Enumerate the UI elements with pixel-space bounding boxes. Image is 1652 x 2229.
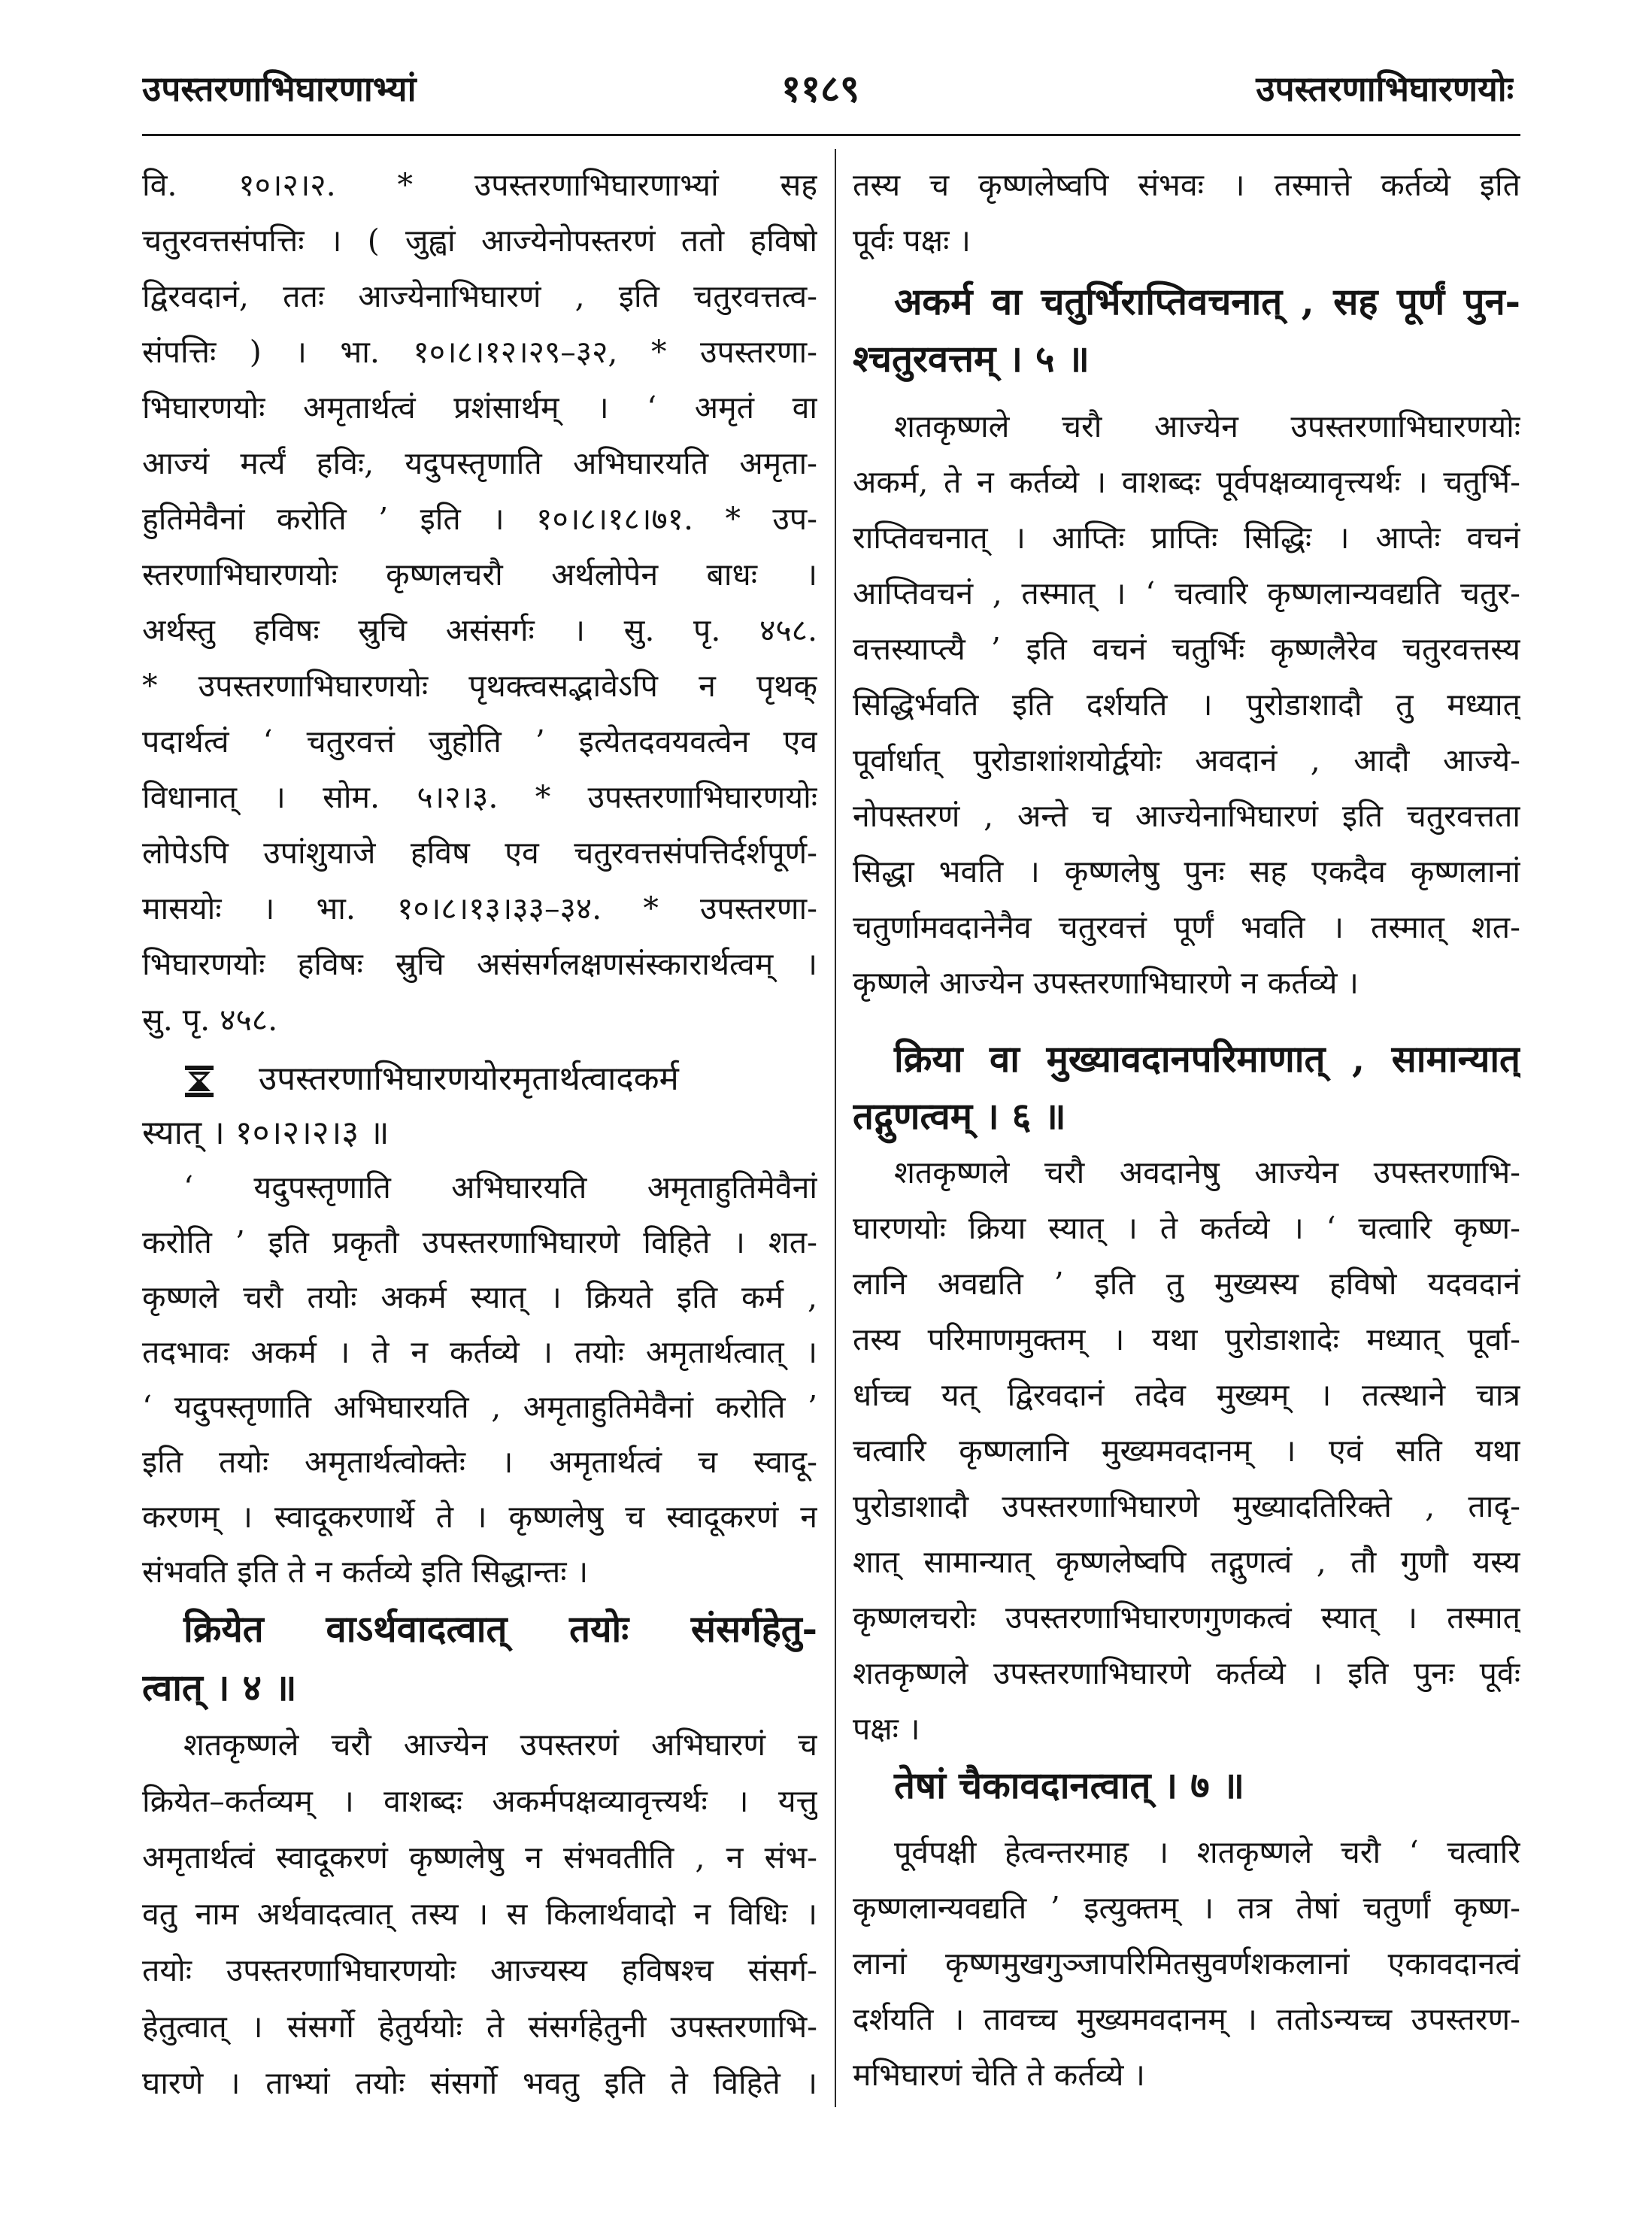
text-line: ‘ यदुपस्तृणाति अभिघारयति , अमृताहुतिमेवैनां करोति ’: [142, 1389, 817, 1425]
text-line: पूर्वपक्षी हेत्वन्तरमाह । शतकृष्णले चरौ ‘ चत्वारि: [894, 1834, 1520, 1870]
text-line: कृष्णले आज्येन उपस्तरणाभिघारणे न कर्तव्ये ।: [853, 965, 1359, 1001]
text-line: शतकृष्णले चरौ अवदानेषु आज्येन उपस्तरणाभि-: [894, 1154, 1520, 1190]
text-line: तदभावः अकर्म । ते न कर्तव्ये । तयोः अमृतार्थत्वात् ।: [142, 1334, 817, 1370]
text-line: लानि अवद्यति ’ इति तु मुख्यस्य हविषो यदवदानं: [853, 1266, 1520, 1302]
text-line: अकर्म, ते न कर्तव्ये । वाशब्दः पूर्वपक्षव्यावृत्त्यर्थः । चतुर्भि-: [853, 464, 1520, 500]
sutra-line: श्चतुरवत्तम् । ५ ॥: [853, 337, 1090, 381]
text-line: हेतुत्वात् । संसर्गो हेतुर्ययोः ते संसर्गहेतुनी उपस्तरणाभि-: [142, 2009, 817, 2045]
running-head-right: उपस्तरणाभिघारणयोः: [1256, 68, 1514, 109]
text-line: सिद्धा भवति । कृष्णलेषु पुनः सह एकदैव कृष्णलानां: [853, 854, 1520, 890]
text-line: कृष्णले चरौ तयोः अकर्म स्यात् । क्रियते इति कर्म ,: [142, 1279, 817, 1315]
text-line: नोपस्तरणं , अन्ते च आज्येनाभिघारणं इति चतुरवत्तता: [853, 798, 1520, 834]
text-line: कृष्णलचरोः उपस्तरणाभिघारणगुणकत्वं स्यात् । तस्मात्: [853, 1600, 1520, 1636]
text-line: पक्षः ।: [853, 1711, 920, 1747]
page-header: [142, 60, 1520, 117]
text-line: स्तरणाभिघारणयोः कृष्णलचरौ अर्थलोपेन बाधः ।: [142, 556, 817, 593]
adhikarana-explanation: [142, 1160, 817, 1600]
text-line: शतकृष्णले उपस्तरणाभिघारणे कर्तव्ये । इति पुनः पूर्वः: [853, 1655, 1520, 1691]
text-line: घारणयोः क्रिया स्यात् । ते कर्तव्ये । ‘ चत्वारि कृष्ण-: [853, 1210, 1520, 1246]
text-line: शात् सामान्यात् कृष्णलेष्वपि तद्गुणत्वं , तौ गुणौ यस्य: [853, 1544, 1520, 1580]
page-number: ११८९: [781, 66, 859, 111]
commentary-7: [853, 1824, 1520, 2103]
text-line: चतुर्णामवदानेनैव चतुरवत्तं पूर्णं भवति । तस्मात् शत-: [853, 909, 1520, 945]
sutra-line: अकर्म वा चतुर्भिराप्तिवचनात् , सह पूर्णं पुन-: [894, 280, 1520, 323]
text-line: कृष्णलान्यवद्यति ’ इत्युक्तम् । तत्र तेषां चतुर्णां कृष्ण-: [853, 1890, 1520, 1926]
text-line: चतुरवत्तसंपत्तिः । ( जुह्वां आज्येनोपस्तरणं ततो हविषो: [142, 223, 817, 259]
text-line: वत्तस्याप्त्यै ’ इति वचनं चतुर्भिः कृष्णलैरेव चतुरवत्तस्य: [853, 631, 1520, 667]
sutra-line: क्रियेत वाऽर्थवादत्वात् तयोः संसर्गहेतु-: [183, 1607, 817, 1651]
text-line: मभिघारणं चेति ते कर्तव्ये ।: [853, 2057, 1145, 2093]
text-line: तस्य च कृष्णलेष्वपि संभवः । तस्मात्ते कर्तव्ये इति: [853, 167, 1520, 203]
sutra-7: [853, 1757, 1520, 1814]
index-note: [142, 157, 817, 1048]
text-line: द्विरवदानं, ततः आज्येनाभिघारणं , इति चतुरवत्तत्व-: [142, 278, 817, 314]
text-line: अमृतार्थत्वं स्वादूकरणं कृष्णलेषु न संभवतीति , न संभ-: [142, 1839, 817, 1876]
sutra-4: [142, 1600, 817, 1717]
text-line: चत्वारि कृष्णलानि मुख्यमवदानम् । एवं सति यथा: [853, 1433, 1520, 1469]
adhikarana-mark-icon: [183, 1064, 215, 1099]
text-line: विधानात् । सोम. ५।२।३. * उपस्तरणाभिघारणयोः: [142, 779, 817, 815]
text-line: हुतिमेवैनां करोति ’ इति । १०।८।१८।७१. * उप-: [142, 501, 817, 537]
text-line: घारणे । ताभ्यां तयोः संसर्गो भवतु इति ते विहिते ।: [142, 2065, 817, 2101]
text-line: करोति ’ इति प्रकृतौ उपस्तरणाभिघारणे विहिते । शत-: [142, 1224, 817, 1260]
text-line: लानां कृष्णमुखगुञ्जापरिमितसुवर्णशकलानां एकावदानत्वं: [853, 1945, 1520, 1982]
left-column: [142, 157, 817, 2112]
text-line: वि. १०।२।२. * उपस्तरणाभिघारणाभ्यां सह: [142, 167, 817, 203]
text-line: आज्यं मर्त्यं हविः, यदुपस्तृणाति अभिघारयति अमृता-: [142, 445, 817, 481]
text-line: वतु नाम अर्थवादत्वात् तस्य । स किलार्थवादो न विधिः ।: [142, 1896, 817, 1932]
text-line: आप्तिवचनं , तस्मात् । ‘ चत्वारि कृष्णलान्यवद्यति चतुर-: [853, 575, 1520, 611]
text-line: करणम् । स्वादूकरणार्थे ते । कृष्णलेषु च स्वादूकरणं न: [142, 1499, 817, 1535]
text-line: पूर्वार्धात् पुरोडाशांशयोर्द्वयोः अवदानं , आदौ आज्ये-: [853, 742, 1520, 778]
commentary-4: [142, 1717, 817, 2112]
sutra-6: [853, 1030, 1520, 1145]
sutra-line: तेषां चैकावदानत्वात् । ७ ॥: [894, 1763, 1245, 1807]
commentary-5: [853, 399, 1520, 1011]
text-line: * उपस्तरणाभिघारणयोः पृथक्त्वसद्भावेऽपि न पृथक्: [142, 668, 817, 704]
text-line: लोपेऽपि उपांशुयाजे हविष एव चतुरवत्तसंपत्तिर्दर्शपूर्ण-: [142, 835, 817, 871]
header-rule: [142, 134, 1520, 136]
sutra-5: [853, 273, 1520, 387]
text-line: र्धाच्च यत् द्विरवदानं तदेव मुख्यम् । तत्स्थाने चात्र: [853, 1377, 1520, 1413]
column-divider: [835, 149, 836, 2107]
text-line: राप्तिवचनात् । आप्तिः प्राप्तिः सिद्धिः । आप्तेः वचनं: [853, 520, 1520, 556]
adhikarana-heading: [142, 1052, 817, 1160]
right-column: [853, 157, 1520, 2103]
heading-line: [142, 1052, 817, 1106]
text-line: पदार्थत्वं ‘ चतुरवत्तं जुहोति ’ इत्येतदवयवत्वेन एव: [142, 723, 817, 760]
text-line: सिद्धिर्भवति इति दर्शयति । पुरोडाशादौ तु मध्यात्: [853, 687, 1520, 723]
commentary-4-continued: [853, 157, 1520, 268]
text-line: संभवति इति ते न कर्तव्ये इति सिद्धान्तः ।: [142, 1554, 589, 1590]
text-line: मासयोः । भा. १०।८।१३।३३–३४. * उपस्तरणा-: [142, 890, 817, 926]
text-line: पूर्वः पक्षः ।: [853, 223, 971, 259]
heading-text: उपस्तरणाभिघारणयोरमृतार्थत्वादकर्म: [259, 1060, 679, 1098]
running-head-left: उपस्तरणाभिघारणाभ्यां: [142, 68, 417, 109]
text-line: अर्थस्तु हविषः स्रुचि असंसर्गः । सु. पृ. ४५८.: [142, 612, 817, 648]
heading-line: स्यात् । १०।२।२।३ ॥: [142, 1114, 390, 1152]
text-line: संपत्तिः ) । भा. १०।८।१२।२९–३२, * उपस्तरणा-: [142, 334, 817, 370]
text-line: पुरोडाशादौ उपस्तरणाभिघारणे मुख्यादतिरिक्ते , तादृ-: [853, 1488, 1520, 1524]
text-line: शतकृष्णले चरौ आज्येन उपस्तरणाभिघारणयोः: [894, 408, 1520, 444]
sutra-line: क्रिया वा मुख्यावदानपरिमाणात् , सामान्यात्: [894, 1037, 1520, 1081]
commentary-6: [853, 1145, 1520, 1757]
text-line: शतकृष्णले चरौ आज्येन उपस्तरणं अभिघारणं च: [183, 1727, 817, 1763]
text-line: भिघारणयोः हविषः स्रुचि असंसर्गलक्षणसंस्कारार्थत्वम् ।: [142, 946, 817, 982]
text-line: ‘ यदुपस्तृणाति अभिघारयति अमृताहुतिमेवैनां: [183, 1169, 817, 1205]
sutra-line: त्वात् । ४ ॥: [142, 1666, 297, 1709]
text-line: सु. पृ. ४५८.: [142, 1002, 278, 1038]
sutra-line: तद्गुणत्वम् । ६ ॥: [853, 1094, 1066, 1138]
text-line: दर्शयति । तावच्च मुख्यमवदानम् । ततोऽन्यच्च उपस्तरण-: [853, 2001, 1520, 2037]
text-line: तयोः उपस्तरणाभिघारणयोः आज्यस्य हविषश्च संसर्ग-: [142, 1952, 817, 1988]
text-line: इति तयोः अमृतार्थत्वोक्तेः । अमृतार्थत्वं च स्वादू-: [142, 1444, 817, 1480]
text-line: भिघारणयोः अमृतार्थत्वं प्रशंसार्थम् । ‘ अमृतं वा: [142, 390, 817, 426]
text-line: तस्य परिमाणमुक्तम् । यथा पुरोडाशादेः मध्यात् पूर्वा-: [853, 1321, 1520, 1357]
text-line: क्रियेत–कर्तव्यम् । वाशब्दः अकर्मपक्षव्यावृत्त्यर्थः । यत्तु: [142, 1783, 817, 1819]
